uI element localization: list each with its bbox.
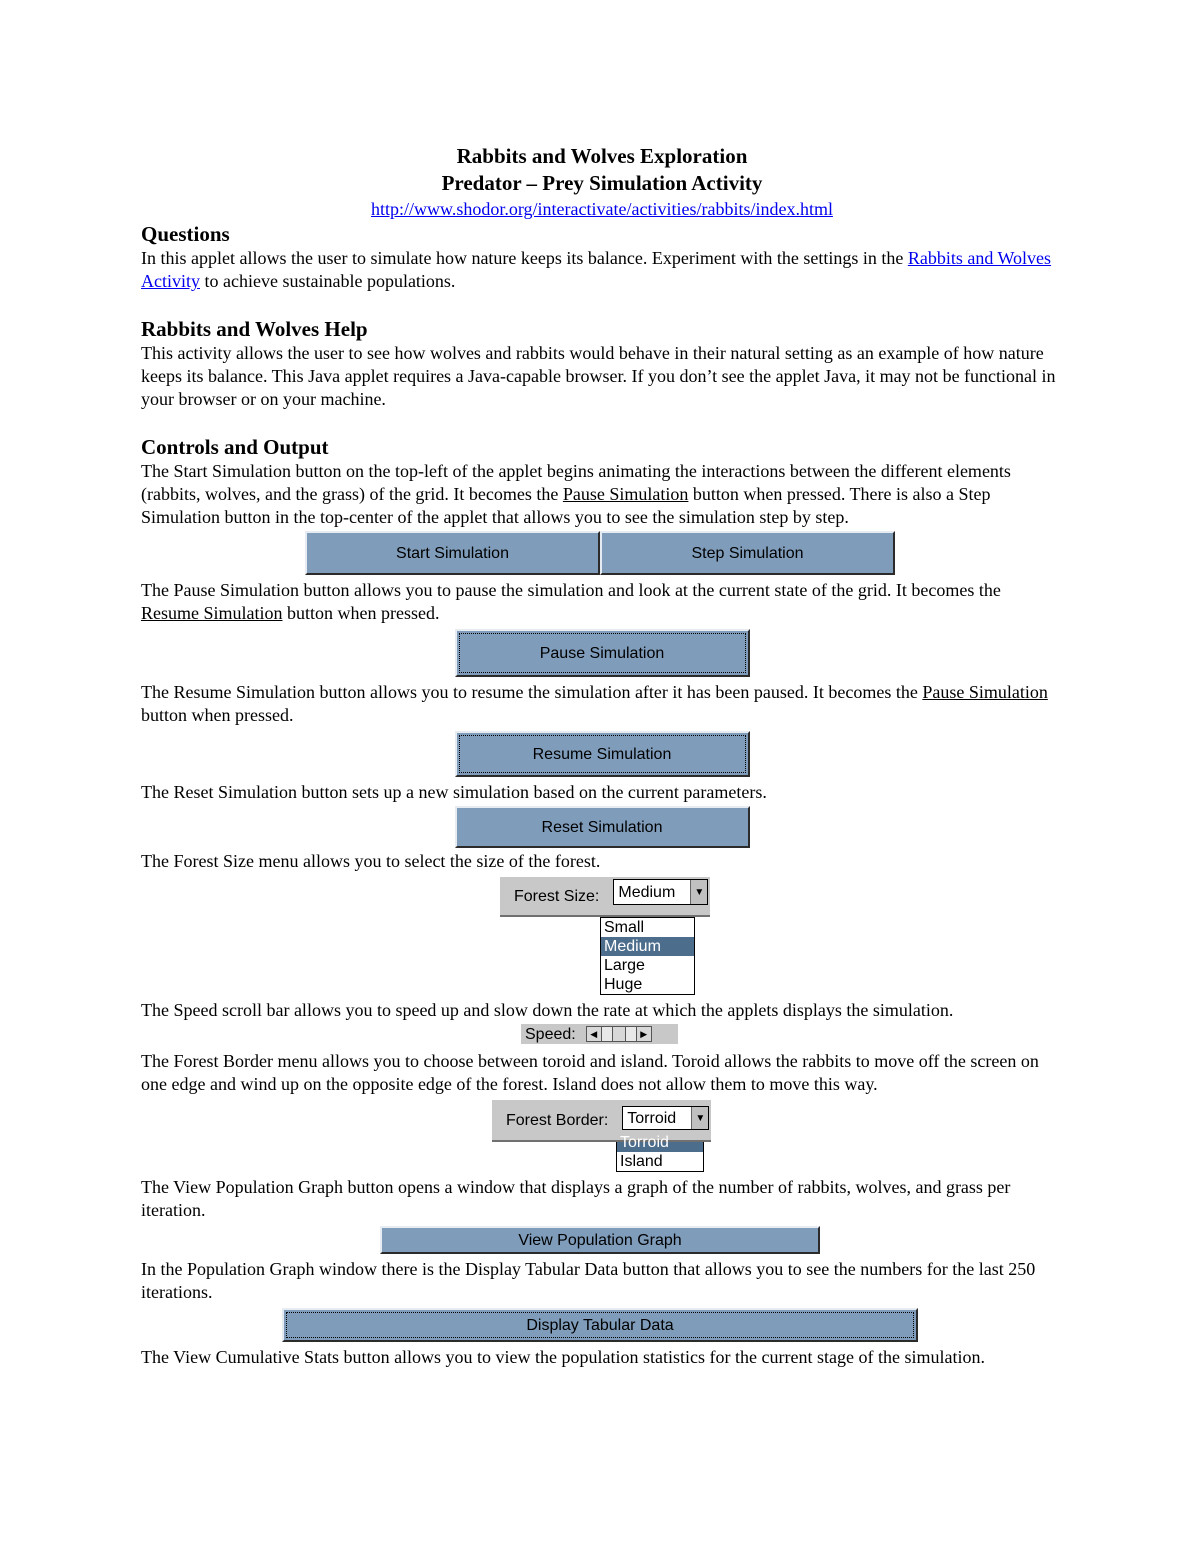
forest-border-paragraph: The Forest Border menu allows you to choose between toroid and island. Toroid allows the rabbits to move off the screen on one edge and wind up on the opposite edge of the forest. Island does not allow them to move this way. — [141, 1051, 1039, 1094]
document-title: Rabbits and Wolves Exploration — [456, 144, 748, 168]
forest-size-option-large[interactable]: Large — [604, 957, 645, 974]
scroll-left-icon[interactable]: ◀ — [586, 1026, 602, 1042]
forest-size-option-medium[interactable]: Medium — [601, 937, 694, 956]
forest-size-option-small[interactable]: Small — [604, 919, 645, 936]
start-paragraph: The Start Simulation button on the top-left of the applet begins animating the interactions between the different elements (rabbits, wolves, and the grass) of the grid. It becomes the Pause Simulation button when pressed. There is also a Step Simulation button in the top-center of the applet that allows you to see the simulation step by step. — [141, 461, 1011, 527]
pause-simulation-button[interactable]: Pause Simulation — [455, 629, 750, 677]
forest-size-label: Forest Size: — [500, 877, 613, 917]
reset-simulation-button[interactable]: Reset Simulation — [455, 806, 750, 848]
activity-url-link[interactable]: http://www.shodor.org/interactivate/activities/rabbits/index.html — [371, 199, 833, 219]
help-paragraph: This activity allows the user to see how wolves and rabbits would behave in their natural setting as an example of how nature keeps its balance. This Java applet requires a Java-capable browser. If you don’t see the applet Java, it may not be functional in your browser or on your machine. — [141, 343, 1056, 409]
speed-scroll-thumb[interactable] — [612, 1027, 626, 1041]
chevron-down-icon[interactable]: ▼ — [691, 1107, 708, 1129]
forest-border-widget — [492, 1100, 1063, 1142]
help-heading: Rabbits and Wolves Help — [141, 317, 368, 341]
step-simulation-button[interactable]: Step Simulation — [600, 531, 895, 575]
resume-paragraph: The Resume Simulation button allows you to resume the simulation after it has been paused. It becomes the Pause Simulation button when pressed. — [141, 682, 1048, 725]
activity-link[interactable]: Rabbits and Wolves Activity — [141, 248, 1052, 291]
chevron-down-icon[interactable]: ▼ — [690, 880, 707, 904]
cumulative-stats-paragraph: The View Cumulative Stats button allows you to view the population statistics for the current stage of the simulation. — [141, 1347, 985, 1367]
speed-paragraph: The Speed scroll bar allows you to speed up and slow down the rate at which the applets displays the simulation. — [141, 1000, 954, 1020]
forest-size-option-huge[interactable]: Huge — [604, 976, 643, 993]
forest-border-option-torroid[interactable]: Torroid — [617, 1133, 703, 1152]
speed-label: Speed: — [525, 1025, 576, 1043]
controls-heading: Controls and Output — [141, 435, 329, 459]
questions-heading: Questions — [141, 222, 230, 246]
speed-widget — [521, 1024, 678, 1044]
speed-scroll-track[interactable] — [602, 1026, 636, 1042]
forest-size-select[interactable]: Medium ▼ — [613, 879, 708, 905]
resume-simulation-button[interactable]: Resume Simulation — [455, 731, 750, 777]
forest-size-widget — [500, 877, 1063, 917]
forest-size-paragraph: The Forest Size menu allows you to select the size of the forest. — [141, 851, 601, 871]
display-tabular-data-button[interactable]: Display Tabular Data — [282, 1308, 918, 1342]
document-content — [141, 143, 1063, 1369]
pause-paragraph: The Pause Simulation button allows you to pause the simulation and look at the current state of the grid. It becomes the Resume Simulation button when pressed. — [141, 580, 1001, 623]
reset-paragraph: The Reset Simulation button sets up a new simulation based on the current parameters. — [141, 782, 767, 802]
tabular-data-paragraph: In the Population Graph window there is the Display Tabular Data button that allows you to see the numbers for the last 250 iterations. — [141, 1259, 1036, 1302]
start-step-button-row — [305, 531, 1063, 575]
population-graph-paragraph: The View Population Graph button opens a window that displays a graph of the number of rabbits, wolves, and grass per iteration. — [141, 1177, 1011, 1220]
forest-border-label: Forest Border: — [492, 1100, 622, 1142]
view-population-graph-button[interactable]: View Population Graph — [380, 1226, 820, 1254]
start-simulation-button[interactable]: Start Simulation — [305, 531, 600, 575]
forest-border-option-island[interactable]: Island — [620, 1153, 663, 1170]
questions-paragraph: In this applet allows the user to simulate how nature keeps its balance. Experiment with the settings in the Rabbits and Wolves Activity to achieve sustainable populations. — [141, 248, 1052, 291]
document-subtitle: Predator – Prey Simulation Activity — [441, 171, 763, 195]
scroll-right-icon[interactable]: ▶ — [636, 1026, 652, 1042]
forest-border-select[interactable]: Torroid ▼ — [622, 1106, 709, 1130]
forest-size-options — [600, 917, 695, 995]
